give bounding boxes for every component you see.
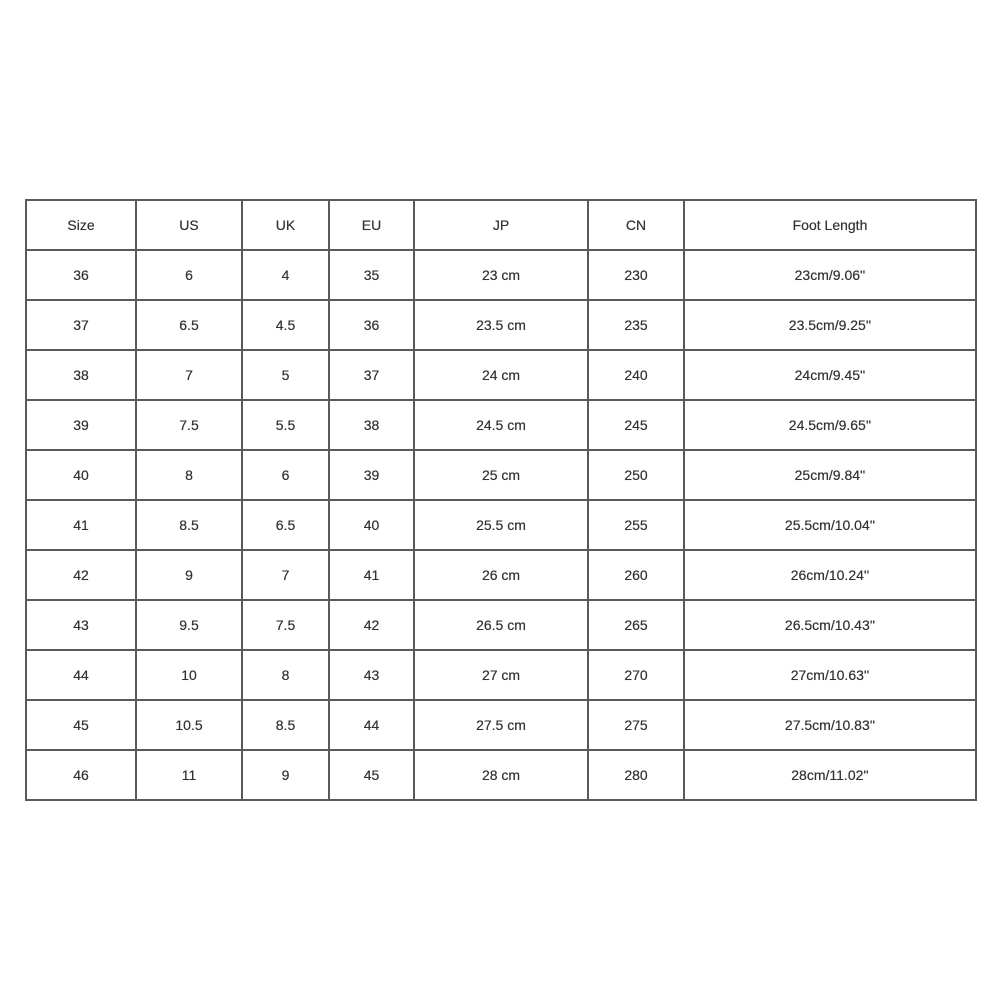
cell-us: 9 bbox=[136, 550, 242, 600]
header-jp: JP bbox=[414, 200, 588, 250]
cell-us: 11 bbox=[136, 750, 242, 800]
cell-uk: 6 bbox=[242, 450, 329, 500]
cell-eu: 41 bbox=[329, 550, 414, 600]
cell-eu: 36 bbox=[329, 300, 414, 350]
size-chart-body bbox=[26, 250, 976, 800]
cell-eu: 43 bbox=[329, 650, 414, 700]
cell-us: 10.5 bbox=[136, 700, 242, 750]
cell-size: 38 bbox=[26, 350, 136, 400]
cell-us: 9.5 bbox=[136, 600, 242, 650]
cell-jp: 24 cm bbox=[414, 350, 588, 400]
cell-foot-length: 25cm/9.84'' bbox=[684, 450, 976, 500]
cell-foot-length: 23cm/9.06'' bbox=[684, 250, 976, 300]
table-row bbox=[26, 550, 976, 600]
cell-jp: 23 cm bbox=[414, 250, 588, 300]
cell-foot-length: 24.5cm/9.65'' bbox=[684, 400, 976, 450]
table-row bbox=[26, 500, 976, 550]
cell-jp: 25.5 cm bbox=[414, 500, 588, 550]
cell-cn: 255 bbox=[588, 500, 684, 550]
cell-eu: 40 bbox=[329, 500, 414, 550]
cell-cn: 245 bbox=[588, 400, 684, 450]
table-row bbox=[26, 350, 976, 400]
table-row bbox=[26, 750, 976, 800]
cell-cn: 240 bbox=[588, 350, 684, 400]
cell-uk: 8.5 bbox=[242, 700, 329, 750]
cell-uk: 4.5 bbox=[242, 300, 329, 350]
cell-eu: 37 bbox=[329, 350, 414, 400]
cell-size: 44 bbox=[26, 650, 136, 700]
header-size: Size bbox=[26, 200, 136, 250]
cell-us: 10 bbox=[136, 650, 242, 700]
cell-jp: 27.5 cm bbox=[414, 700, 588, 750]
table-row bbox=[26, 600, 976, 650]
cell-uk: 5.5 bbox=[242, 400, 329, 450]
header-row bbox=[26, 200, 976, 250]
cell-size: 41 bbox=[26, 500, 136, 550]
cell-jp: 27 cm bbox=[414, 650, 588, 700]
cell-uk: 8 bbox=[242, 650, 329, 700]
cell-eu: 45 bbox=[329, 750, 414, 800]
cell-eu: 39 bbox=[329, 450, 414, 500]
header-eu: EU bbox=[329, 200, 414, 250]
cell-eu: 38 bbox=[329, 400, 414, 450]
cell-foot-length: 26.5cm/10.43'' bbox=[684, 600, 976, 650]
header-uk: UK bbox=[242, 200, 329, 250]
cell-cn: 250 bbox=[588, 450, 684, 500]
cell-size: 45 bbox=[26, 700, 136, 750]
table-row bbox=[26, 250, 976, 300]
cell-us: 7 bbox=[136, 350, 242, 400]
cell-us: 6 bbox=[136, 250, 242, 300]
cell-size: 42 bbox=[26, 550, 136, 600]
cell-size: 37 bbox=[26, 300, 136, 350]
table-row bbox=[26, 650, 976, 700]
cell-uk: 4 bbox=[242, 250, 329, 300]
cell-uk: 7.5 bbox=[242, 600, 329, 650]
cell-uk: 5 bbox=[242, 350, 329, 400]
cell-cn: 270 bbox=[588, 650, 684, 700]
table-row bbox=[26, 400, 976, 450]
cell-jp: 26.5 cm bbox=[414, 600, 588, 650]
cell-uk: 7 bbox=[242, 550, 329, 600]
cell-us: 7.5 bbox=[136, 400, 242, 450]
cell-foot-length: 28cm/11.02'' bbox=[684, 750, 976, 800]
cell-size: 39 bbox=[26, 400, 136, 450]
cell-eu: 44 bbox=[329, 700, 414, 750]
table-row bbox=[26, 450, 976, 500]
cell-size: 43 bbox=[26, 600, 136, 650]
cell-jp: 25 cm bbox=[414, 450, 588, 500]
cell-jp: 28 cm bbox=[414, 750, 588, 800]
table-row bbox=[26, 700, 976, 750]
cell-foot-length: 26cm/10.24'' bbox=[684, 550, 976, 600]
cell-size: 46 bbox=[26, 750, 136, 800]
cell-eu: 42 bbox=[329, 600, 414, 650]
cell-cn: 275 bbox=[588, 700, 684, 750]
cell-cn: 280 bbox=[588, 750, 684, 800]
cell-cn: 235 bbox=[588, 300, 684, 350]
cell-foot-length: 27.5cm/10.83'' bbox=[684, 700, 976, 750]
header-foot-length: Foot Length bbox=[684, 200, 976, 250]
header-cn: CN bbox=[588, 200, 684, 250]
cell-jp: 26 cm bbox=[414, 550, 588, 600]
table-row bbox=[26, 300, 976, 350]
cell-foot-length: 23.5cm/9.25'' bbox=[684, 300, 976, 350]
cell-us: 8.5 bbox=[136, 500, 242, 550]
cell-foot-length: 25.5cm/10.04'' bbox=[684, 500, 976, 550]
cell-size: 36 bbox=[26, 250, 136, 300]
size-chart-table bbox=[25, 199, 977, 801]
cell-cn: 230 bbox=[588, 250, 684, 300]
cell-eu: 35 bbox=[329, 250, 414, 300]
cell-us: 8 bbox=[136, 450, 242, 500]
cell-size: 40 bbox=[26, 450, 136, 500]
cell-foot-length: 24cm/9.45'' bbox=[684, 350, 976, 400]
cell-foot-length: 27cm/10.63'' bbox=[684, 650, 976, 700]
header-us: US bbox=[136, 200, 242, 250]
cell-jp: 24.5 cm bbox=[414, 400, 588, 450]
cell-jp: 23.5 cm bbox=[414, 300, 588, 350]
cell-uk: 9 bbox=[242, 750, 329, 800]
cell-uk: 6.5 bbox=[242, 500, 329, 550]
cell-cn: 265 bbox=[588, 600, 684, 650]
size-chart-header bbox=[26, 200, 976, 250]
cell-cn: 260 bbox=[588, 550, 684, 600]
cell-us: 6.5 bbox=[136, 300, 242, 350]
